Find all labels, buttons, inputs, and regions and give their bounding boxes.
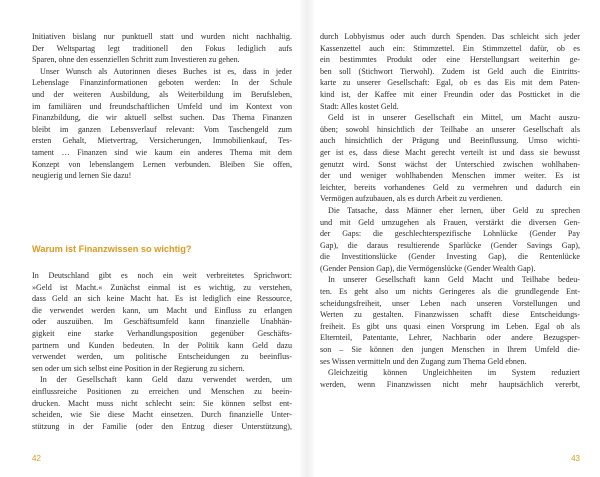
text-line: partnern und Kunden bedeuten. In der Politik kann Geld dazu	[32, 340, 292, 350]
text-line: die Investitionslücke (Gender Investing Gap), die Rentenlücke	[320, 252, 580, 262]
text-line: Finanzbildung, die wir aktuell selbst suchen. Das Thema Finanzen	[32, 113, 292, 123]
text-line: drucken. Macht muss nicht schlecht sein: Sie können selbst ent-	[32, 398, 292, 408]
text-line: Stadt: Alles kostet Geld.	[320, 101, 399, 111]
text-line: freiheit. Es gibt uns quasi einen Vorsprung im Leben. Egal ob als	[320, 321, 580, 331]
text-line: Der Weltspartag legt traditionell den Fokus lediglich aufs	[32, 43, 292, 53]
text-line: (Gender Pension Gap), die Vermögenslücke (Gender Wealth Gap).	[320, 263, 536, 273]
text-line: In der Gesellschaft kann Geld dazu verwendet werden, um	[40, 375, 292, 385]
text-line: ten. Es geht also um nichts Geringeres als die grundlegende Ent-	[320, 287, 580, 297]
text-line: dass Geld an sich keine Macht hat. Es ist lediglich eine Ressource,	[32, 294, 292, 304]
text-line: scheidungsfreiheit, unser Leben nach unseren Vorstellungen und	[320, 298, 580, 308]
text-line: Die Tatsache, dass Männer eher lernen, über Geld zu sprechen	[328, 205, 580, 215]
text-line: tament … Finanzen sind wie kaum ein anderes Thema mit dem	[32, 147, 292, 157]
text-line: werden, wenn Finanzwissen nicht mehr hauptsächlich vererbt,	[320, 379, 580, 389]
text-line: Konzept von lebenslangem Lernen verbunden. Bleiben Sie offen,	[32, 159, 292, 169]
text-line: sen oder um sich selbst eine Position in der Regierung zu sichern.	[32, 363, 245, 373]
text-line: verwendet werden, um politische Entscheidungen zu beeinflus-	[32, 352, 292, 362]
text-line: Elternteil, Patentante, Lehrer, Nachbarin oder andere Bezugsper-	[320, 333, 580, 343]
text-line: gigkeit eine starke Verhandlungsposition gegenüber Geschäfts-	[32, 328, 292, 338]
text-line: ein bestimmtes Produkt oder eine Herstellungsart weiterhin ge-	[320, 55, 580, 65]
text-line: der und weniger wohlhabenden Menschen immer weiter. Es ist	[320, 171, 580, 181]
text-line: Gap), die daraus resultierende Sparlücke (Gender Savings Gap),	[320, 240, 580, 250]
text-line: auch hinsichtlich der Prägung und Beeinflussung. Umso wichti-	[320, 136, 580, 146]
text-line: In Deutschland gibt es noch ein weit verbreitetes Sprichwort:	[32, 271, 292, 280]
left-page	[32, 0, 292, 477]
text-line: Lebenslage Finanzinformationen geboten werden: In der Schule	[32, 78, 292, 88]
page-number: 43	[571, 454, 580, 463]
text-line: stützung in der Familie (oder den Entzug dieser Unterstützung),	[32, 421, 292, 431]
text-line: Sparen, ohne den essenziellen Schritt zum Investieren zu gehen.	[32, 55, 240, 65]
text-line: Werten zu gestalten. Finanzwissen schafft diese Entscheidungs-	[320, 310, 580, 320]
text-line: einflussreiche Positionen zu erreichen und Menschen zu beein-	[32, 386, 292, 396]
text-line: scheiden, wie Sie diese Macht einsetzen. Durch finanzielle Unter-	[32, 410, 292, 420]
text-line: »Geld ist Macht.« Zunächst einmal ist es wichtig, zu verstehen,	[32, 282, 292, 292]
text-line: üben; sowohl hinsichtlich der Teilhabe an unserer Gesellschaft als	[320, 124, 580, 134]
text-line: neugierig und lernen Sie dazu!	[32, 171, 132, 181]
text-line: durch Lobbyismus oder auch durch Spenden. Das schleicht sich jeder	[320, 32, 580, 41]
text-line: ses Wissen vermitteln und den Zugang zum Thema Geld ebnen.	[320, 356, 527, 366]
text-line: im familiären und freundschaftlichen Umfeld und im Kontext von	[32, 101, 292, 111]
text-line: son – Sie können den jungen Menschen in Ihrem Umfeld die-	[320, 345, 580, 355]
section-heading: Warum ist Finanzwissen so wichtig?	[32, 244, 192, 254]
text-line: Gleichzeitig können Ungleichheiten im System reduziert	[328, 368, 580, 378]
text-line: ben soll (Stichwort Tierwohl). Zudem ist Geld auch die Eintritts-	[320, 66, 580, 76]
body-paragraphs	[32, 270, 292, 432]
intro-paragraphs	[32, 31, 292, 182]
text-line: Initiativen bislang nur punktuell statt und wurden nicht nachhaltig.	[32, 32, 292, 41]
text-line: In unserer Gesellschaft kann Geld Macht und Teilhabe bedeu-	[328, 275, 580, 285]
text-line: der Gaps: die geschlechterspezifische Lohnlücke (Gender Pay	[320, 229, 580, 239]
text-line: und der weiteren Ausbildung, als Weiterbildung im Berufsleben,	[32, 89, 292, 99]
text-line: Vermögen aufzubauen, als es durch Arbeit zu verdienen.	[320, 194, 503, 204]
text-line: die verwendet werden kann, um Macht und Einfluss zu erlangen	[32, 305, 292, 315]
text-line: genutzt wird. Sonst wächst der Unterschied zwischen wohlhaben-	[320, 159, 580, 169]
text-line: karte zu unserer Gesellschaft: Egal, ob es das Eis mit dem Paten-	[320, 78, 580, 88]
text-line: ger ist es, dass diese Macht gerecht verteilt ist und dass sie bewusst	[320, 147, 580, 157]
right-paragraphs	[320, 31, 580, 390]
text-line: Kassenzettel auch ein: Stimmzettel. Ein Stimmzettel dafür, ob es	[320, 43, 580, 53]
text-line: Geld ist in unserer Gesellschaft ein Mittel, um Macht auszu-	[328, 113, 580, 123]
text-line: leichter, bereits vorhandenes Geld zu vermehren und dadurch ein	[320, 182, 580, 192]
text-line: ersten Gehalt, Mietvertrag, Versicherungen, Immobilienkauf, Tes-	[32, 136, 292, 146]
text-line: und mit Geld umzugehen als Frauen, verstärkt die diversen Gen-	[320, 217, 580, 227]
text-line: bleibt im ganzen Lebensverlauf relevant: Vom Taschengeld zum	[32, 124, 292, 134]
page-number: 42	[32, 454, 41, 463]
text-line: oder auszuüben. Im Geschäftsumfeld kann finanzielle Unabhän-	[32, 317, 292, 327]
right-page	[320, 0, 580, 477]
text-line: kind ist, der Kaffee mit einer Freundin oder das Postticket in die	[320, 89, 580, 99]
text-line: Unser Wunsch als Autorinnen dieses Buches ist es, dass in jeder	[40, 66, 292, 76]
